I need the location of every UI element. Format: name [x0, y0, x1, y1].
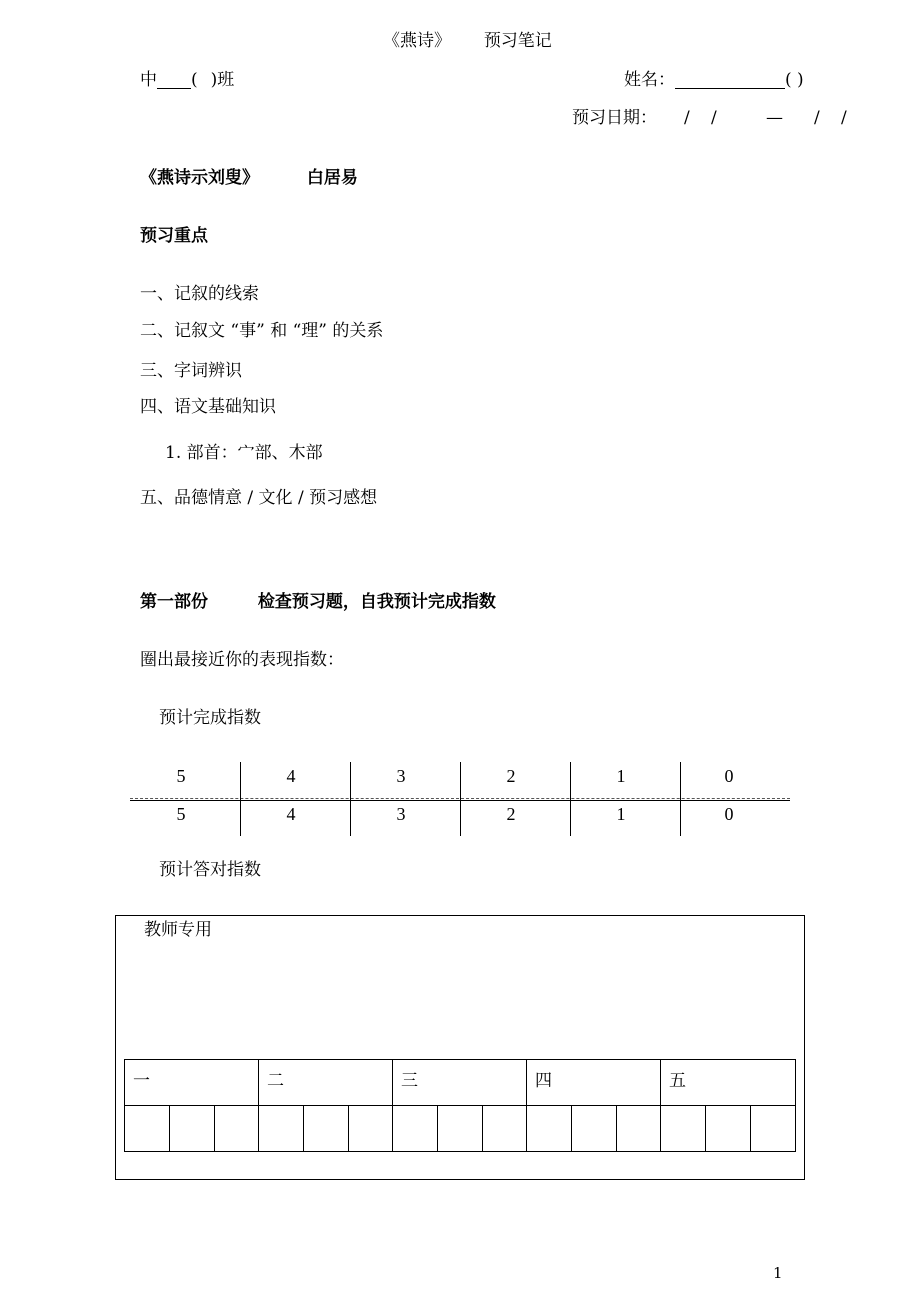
focus-heading: 预习重点: [140, 226, 208, 246]
score-cell[interactable]: [526, 1105, 572, 1152]
section-cell: 五: [660, 1059, 796, 1106]
teacher-box: [115, 915, 805, 1180]
date-separator: /: [711, 108, 717, 128]
focus-subitem: 1. 部首：宀部、木部: [165, 443, 323, 463]
score-cell[interactable]: [303, 1105, 349, 1152]
lesson-heading: [140, 170, 358, 187]
scale-table: [130, 762, 790, 836]
class-field: 中 ( )班: [140, 70, 235, 90]
document-title: [383, 33, 552, 50]
section-cell: 三: [392, 1059, 527, 1106]
date-separator: /: [684, 108, 690, 128]
scale-option-correct[interactable]: 1: [616, 804, 626, 824]
date-separator: /: [814, 108, 820, 128]
lesson-author: 白居易: [306, 168, 358, 188]
focus-item: 二、记叙文 “事” 和 “理” 的关系: [140, 321, 384, 341]
subtitle-text: 预习笔记: [483, 31, 552, 51]
score-cell[interactable]: [348, 1105, 393, 1152]
section-cell: 一: [124, 1059, 259, 1106]
score-cell[interactable]: [169, 1105, 215, 1152]
scale-option-completion[interactable]: 4: [286, 766, 296, 786]
focus-item: 五、品德情意 / 文化 / 预习感想: [140, 488, 378, 508]
scale-option-completion[interactable]: 2: [506, 766, 516, 786]
focus-item: 三、字词辨识: [140, 361, 242, 381]
score-cell[interactable]: [616, 1105, 661, 1152]
score-cell[interactable]: [392, 1105, 438, 1152]
name-paren: ( ): [785, 70, 804, 90]
section-cell: 二: [258, 1059, 393, 1106]
score-cell[interactable]: [660, 1105, 706, 1152]
score-cell[interactable]: [482, 1105, 527, 1152]
scale-option-correct[interactable]: 5: [176, 804, 186, 824]
scale-option-completion[interactable]: 3: [396, 766, 406, 786]
name-blank[interactable]: [675, 71, 785, 89]
focus-item: 一、记叙的线索: [140, 284, 259, 304]
score-cell[interactable]: [705, 1105, 751, 1152]
scale-option-completion[interactable]: 1: [616, 766, 626, 786]
page-number: 1: [773, 1264, 783, 1282]
part1-heading: 第一部份 检查预习题，自我预计完成指数: [140, 592, 496, 612]
scale-option-completion[interactable]: 0: [724, 766, 734, 786]
part1-instruction: 圈出最接近你的表现指数：: [140, 650, 344, 670]
focus-item: 四、语文基础知识: [140, 397, 276, 417]
scale-option-correct[interactable]: 2: [506, 804, 516, 824]
completion-label: 预计完成指数: [159, 708, 261, 728]
name-field: 姓名： ( ): [624, 70, 804, 90]
score-cell[interactable]: [571, 1105, 617, 1152]
scale-option-completion[interactable]: 5: [176, 766, 186, 786]
score-cell[interactable]: [214, 1105, 259, 1152]
class-blank[interactable]: [157, 71, 191, 89]
date-field: 预习日期：: [572, 108, 657, 128]
lesson-title: 《燕诗示刘叟》: [140, 168, 259, 188]
scale-option-correct[interactable]: 3: [396, 804, 406, 824]
title-text: 《燕诗》: [383, 31, 451, 51]
correct-label: 预计答对指数: [159, 860, 261, 880]
scale-option-correct[interactable]: 0: [724, 804, 734, 824]
score-cell[interactable]: [258, 1105, 304, 1152]
date-separator: —: [766, 108, 783, 128]
score-cell[interactable]: [437, 1105, 483, 1152]
date-separator: /: [841, 108, 847, 128]
scale-option-correct[interactable]: 4: [286, 804, 296, 824]
score-row: [124, 1105, 796, 1152]
score-cell[interactable]: [750, 1105, 796, 1152]
score-cell[interactable]: [124, 1105, 170, 1152]
teacher-label: 教师专用: [144, 920, 212, 940]
section-cell: 四: [526, 1059, 661, 1106]
